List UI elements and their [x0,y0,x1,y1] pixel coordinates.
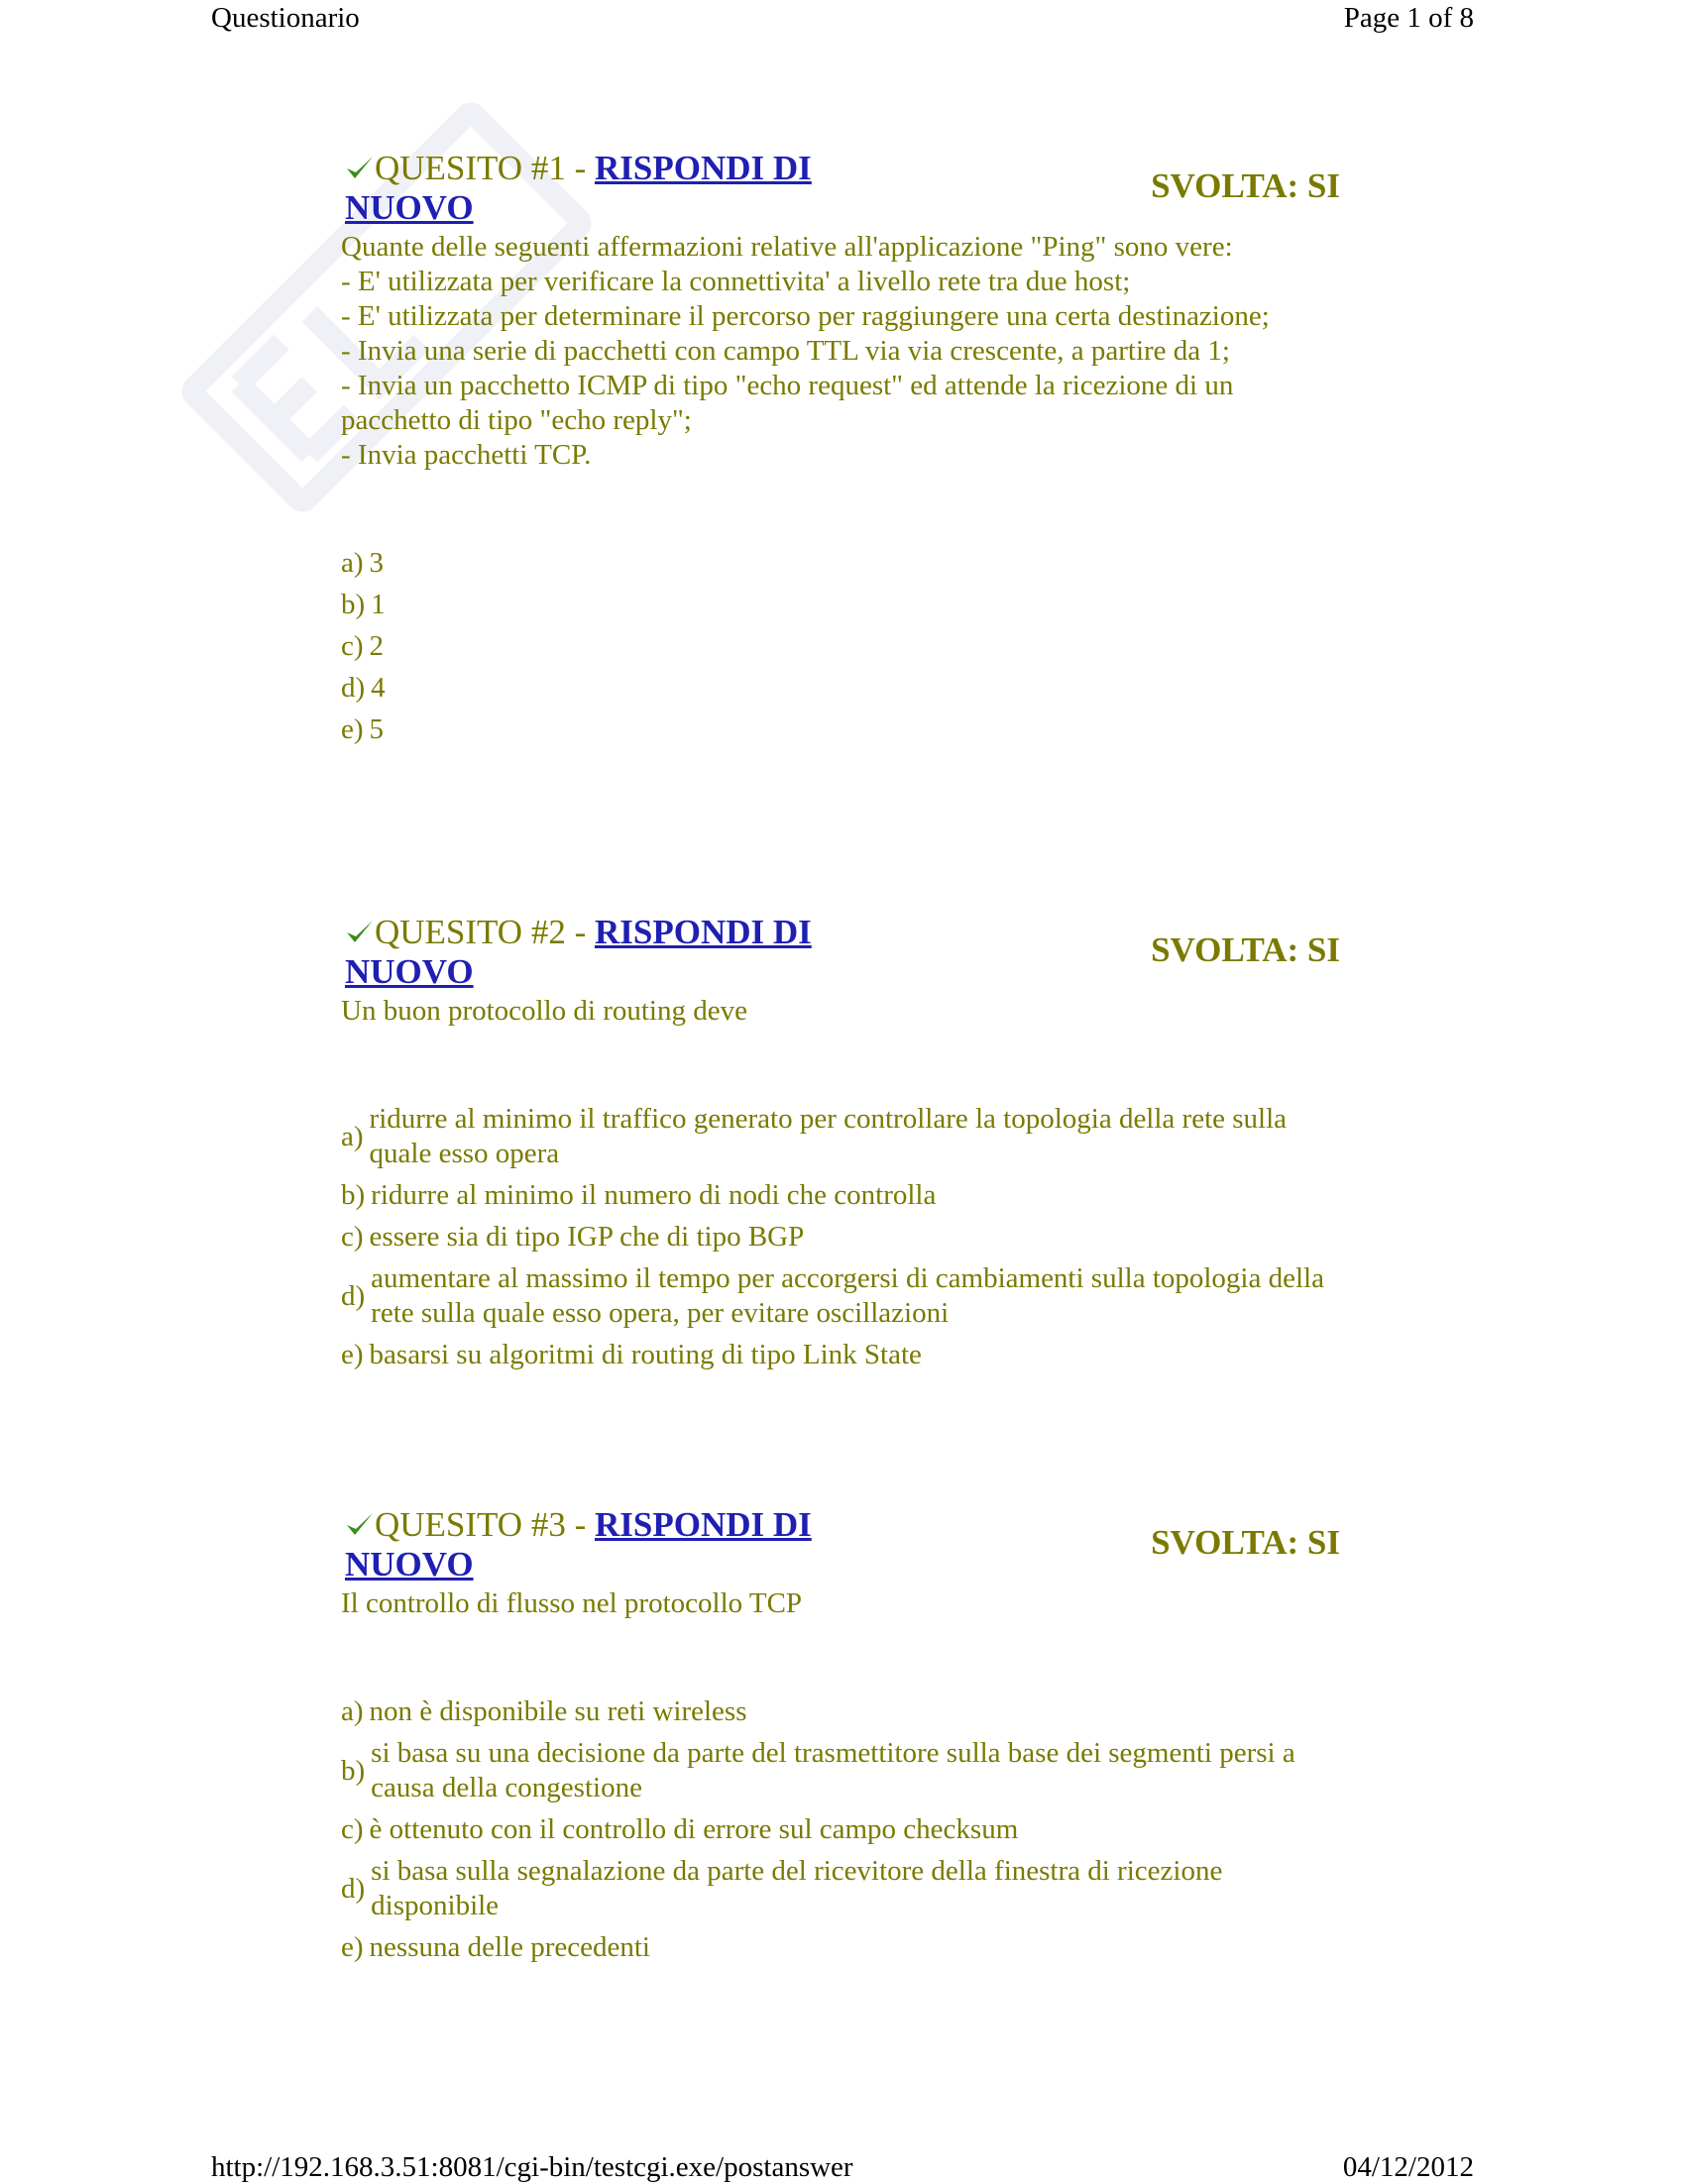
question-title: QUESITO #2 - [375,913,595,951]
question-2 [341,913,1342,1379]
question-text: Quante delle seguenti affermazioni relative all'applicazione "Ping" sono vere: - E' utilizzata per verificare la connettivita' a livello rete tra due host; - E' utilizzata per determinare il percorso per raggiungere una certa destinazione; - Invia una serie di pacchetti con campo TTL via via crescente, a partire da 1; - Invia un pacchetto ICMP di tipo "echo request" ed attende la ricezione di un pacchetto di tipo "echo reply"; - Invia pacchetti TCP. [341,231,1270,471]
status-label: SVOLTA: SI [1151,166,1340,205]
answer-list [341,1694,1342,1965]
answer-text: ridurre al minimo il traffico generato per controllare la topologia della rete sulla quale esso opera [369,1103,1288,1169]
answer-text: si basa su una decisione da parte del trasmettitore sulla base dei segmenti persi a causa della congestione [371,1737,1295,1803]
answer-option-d[interactable] [341,1854,1352,1923]
answer-letter: a) [341,1695,364,1727]
answer-list [341,546,1342,747]
answer-text: 3 [369,547,385,579]
answer-letter: e) [341,1931,364,1963]
answer-letter: c) [341,1813,364,1845]
answer-text: 5 [369,713,385,745]
answer-text: ridurre al minimo il numero di nodi che controlla [371,1179,937,1211]
answer-letter: a) [341,1120,364,1152]
answer-letter: d) [341,1872,366,1905]
answer-letter: b) [341,589,366,620]
answer-letter: d) [341,672,366,704]
question-text: Un buon protocollo di routing deve [341,995,747,1027]
answer-again-link[interactable]: RISPONDI DI NUOVO [345,149,812,227]
answer-letter: b) [341,1754,366,1787]
answer-option-b[interactable] [341,588,1352,622]
answer-option-a[interactable] [341,546,1352,581]
answer-option-c[interactable] [341,1812,1352,1847]
answer-again-link[interactable]: RISPONDI DI NUOVO [345,913,812,991]
answer-letter: d) [341,1279,366,1312]
answer-text: si basa sulla segnalazione da parte del ricevitore della finestra di ricezione disponibile [371,1855,1223,1921]
answer-letter: a) [341,547,364,579]
checkmark-icon [345,154,375,181]
answer-option-c[interactable] [341,1220,1352,1255]
checkmark-icon [345,918,375,945]
question-title: QUESITO #1 - [375,149,595,187]
answer-letter: c) [341,1221,364,1253]
answer-text: basarsi su algoritmi di routing di tipo Link State [369,1339,922,1370]
answer-letter: c) [341,630,364,662]
answer-letter: e) [341,713,364,745]
page-url: http://192.168.3.51:8081/cgi-bin/testcgi.exe/postanswer [211,2151,853,2183]
answer-option-b[interactable] [341,1736,1352,1805]
status-label: SVOLTA: SI [1151,1523,1340,1562]
answer-option-e[interactable] [341,1338,1352,1372]
answer-option-e[interactable] [341,1930,1352,1965]
question-3 [341,1505,1342,1972]
answer-text: 2 [369,630,385,662]
answer-text: aumentare al massimo il tempo per accorgersi di cambiamenti sulla topologia della rete sulla quale esso opera, per evitare oscillazioni [371,1262,1324,1329]
document-title: Questionario [211,2,360,34]
answer-text: non è disponibile su reti wireless [369,1695,747,1727]
answer-option-e[interactable] [341,712,1352,747]
answer-option-d[interactable] [341,671,1352,706]
checkmark-icon [345,1510,375,1538]
question-text: Il controllo di flusso nel protocollo TCP [341,1587,803,1619]
answer-text: è ottenuto con il controllo di errore sul campo checksum [369,1813,1019,1845]
answer-option-d[interactable] [341,1261,1352,1331]
answer-option-b[interactable] [341,1178,1352,1213]
answer-letter: e) [341,1339,364,1370]
question-1 [341,149,1342,754]
status-label: SVOLTA: SI [1151,930,1340,969]
answer-option-a[interactable] [341,1694,1352,1729]
answer-text: 1 [371,589,386,620]
answer-text: nessuna delle precedenti [369,1931,650,1963]
print-date: 04/12/2012 [1342,2151,1474,2183]
page-number: Page 1 of 8 [1343,2,1474,34]
answer-option-c[interactable] [341,629,1352,664]
answer-text: 4 [371,672,386,704]
answer-letter: b) [341,1179,366,1211]
answer-text: essere sia di tipo IGP che di tipo BGP [369,1221,805,1253]
answer-list [341,1102,1342,1372]
question-title: QUESITO #3 - [375,1505,595,1544]
answer-again-link[interactable]: RISPONDI DI NUOVO [345,1505,812,1583]
answer-option-a[interactable] [341,1102,1352,1171]
